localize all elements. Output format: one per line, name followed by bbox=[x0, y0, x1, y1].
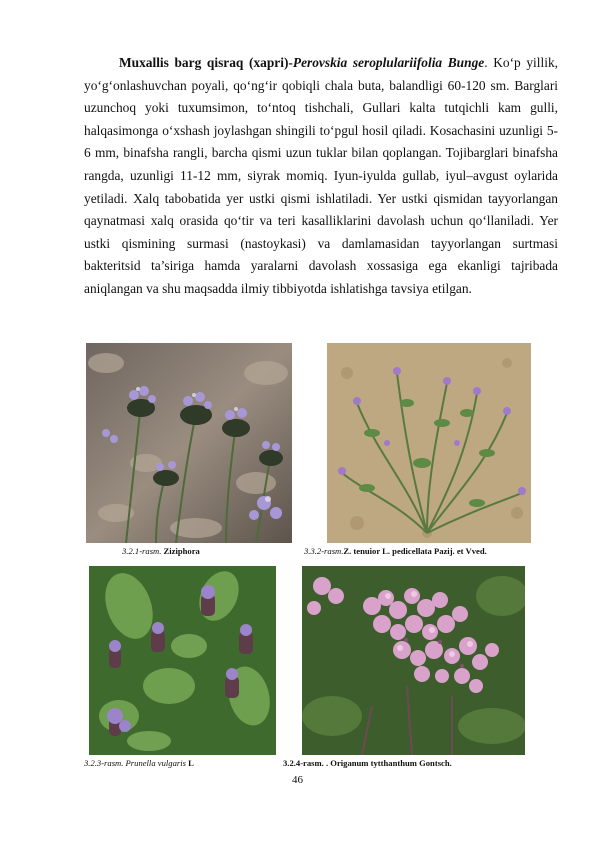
caption-plant-name: Origanum tytthanthum Gontsch. bbox=[330, 758, 452, 768]
caption-figure-1 bbox=[122, 546, 200, 556]
caption-author: L bbox=[188, 758, 194, 768]
plant-scientific-name: Perovskia seroplulariifolia Bunge bbox=[292, 55, 485, 70]
prunella-photo-art bbox=[89, 566, 276, 755]
ziziphora-tenuior-photo-art bbox=[327, 343, 531, 543]
photo-ziziphora-tenuior bbox=[327, 343, 531, 543]
caption-plant-name: Prunella vulgaris bbox=[125, 758, 186, 768]
ziziphora-photo-art bbox=[86, 343, 292, 543]
description-paragraph bbox=[84, 52, 558, 301]
photo-origanum bbox=[302, 566, 525, 755]
caption-figure-2 bbox=[304, 546, 487, 556]
caption-plant-name: Z. tenuior L. pedicellata Pazij. et Vved. bbox=[343, 546, 487, 556]
caption-figure-4 bbox=[283, 758, 452, 768]
photo-prunella-vulgaris bbox=[89, 566, 276, 755]
caption-figure-3 bbox=[84, 758, 194, 768]
caption-number: 3.2.4-rasm. . bbox=[283, 758, 329, 768]
caption-number: 3.3.2-rasm. bbox=[304, 546, 344, 556]
caption-number: 3.2.1-rasm. bbox=[122, 546, 162, 556]
caption-plant-name: Ziziphora bbox=[163, 546, 200, 556]
photo-ziziphora bbox=[86, 343, 292, 543]
origanum-photo-art bbox=[302, 566, 525, 755]
plant-title: Muxallis barg qisraq (xapri)- bbox=[119, 55, 293, 70]
page-number: 46 bbox=[292, 774, 303, 786]
paragraph-body: . Ko‘p yillik, yo‘g‘onlashuvchan poyali, qo‘ng‘ir qobiqli chala buta, balandligi 60-120 sm. Barglari uzunchoq yoki tuxumsimon, to‘ntoq tishchali, Gullari kalta tutqichli kam gulli, halqasimonga o‘xshash joylashgan shingili to‘pgul hosil qiladi. Kosachasini uzunligi 5-6 mm, binafsha rangli, barcha qismi uzun tuklar bilan qoplangan. Tojibarglari binafsha rangda, uzunligi 11-12 mm, siyrak momiq. Iyun-iyulda gullab, iyul–avgust oylarida yetiladi. Xalq tabobatida yer ustki qismi ishlatiladi. Yer ustki qismidan tayyorlangan qaynatmasi xalq orasida qo‘tir va teri kasalliklarini davolash uchun qo‘llaniladi. Yer ustki qismining surmasi (nastoykasi) va damlamasidan tayyorlangan surtmasi bakteritsid ta’siriga hamda yaralarni davolash xossasiga ega ekanligi tajribada aniqlangan va shu maqsadda ilmiy tibbiyotda ishlatishga tavsiya etilgan. bbox=[84, 55, 558, 296]
caption-number: 3.2.3-rasm. bbox=[84, 758, 124, 768]
